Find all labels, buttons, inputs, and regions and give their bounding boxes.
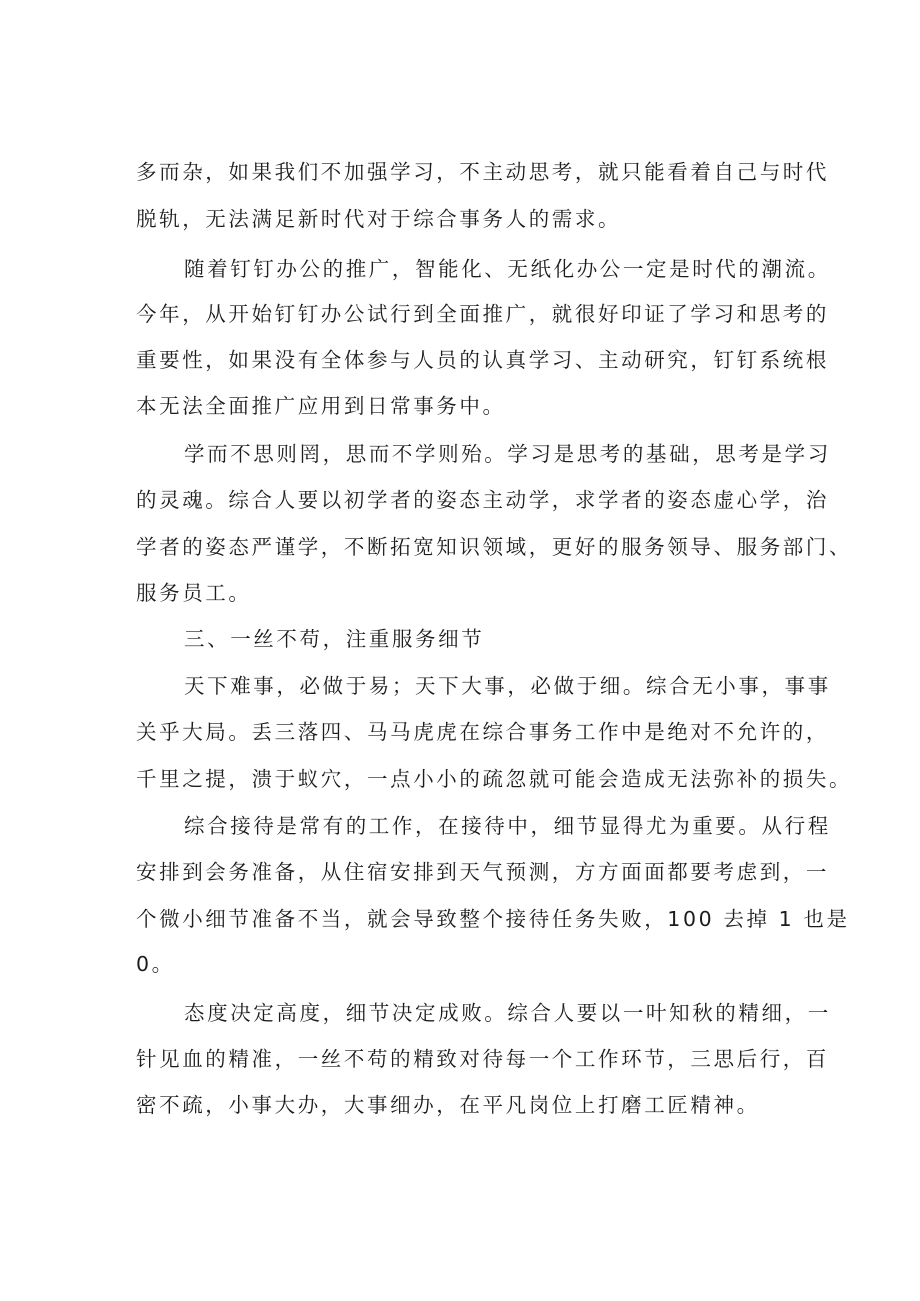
text-line: 态度决定高度，细节决定成败。综合人要以一叶知秋的精细，一 bbox=[184, 1001, 831, 1025]
text-line: 针见血的精准，一丝不苟的精致对待每一个工作环节，三思后行，百 bbox=[136, 1047, 829, 1071]
section-heading: 三、一丝不苟，注重服务细节 bbox=[184, 627, 485, 651]
text-line: 的灵魂。综合人要以初学者的姿态主动学，求学者的姿态虚心学，治 bbox=[136, 488, 829, 512]
text-line: 密不疏，小事大办，大事细办，在平凡岗位上打磨工匠精神。 bbox=[136, 1093, 760, 1117]
text-line: 0。 bbox=[136, 952, 175, 976]
text-line: 重要性，如果没有全体参与人员的认真学习、主动研究，钉钉系统根 bbox=[136, 348, 829, 372]
text-line: 服务员工。 bbox=[136, 581, 252, 605]
text-line: 学而不思则罔，思而不学则殆。学习是思考的基础，思考是学习 bbox=[184, 442, 831, 466]
text-line: 关乎大局。丢三落四、马马虎虎在综合事务工作中是绝对不允许的， bbox=[136, 720, 829, 744]
text-line: 脱轨，无法满足新时代对于综合事务人的需求。 bbox=[136, 207, 622, 231]
text-line: 天下难事，必做于易；天下大事，必做于细。综合无小事，事事 bbox=[184, 674, 831, 698]
text-line: 安排到会务准备，从住宿安排到天气预测，方方面面都要考虑到，一 bbox=[136, 860, 829, 884]
text-line: 随着钉钉办公的推广，智能化、无纸化办公一定是时代的潮流。 bbox=[184, 257, 831, 281]
text-line: 本无法全面推广应用到日常事务中。 bbox=[136, 394, 506, 418]
text-line: 综合接待是常有的工作，在接待中，细节显得尤为重要。从行程 bbox=[184, 814, 831, 838]
text-line: 多而杂，如果我们不加强学习，不主动思考，就只能看着自己与时代 bbox=[136, 160, 829, 184]
text-line: 个微小细节准备不当，就会导致整个接待任务失败，100 去掉 1 也是 bbox=[136, 907, 850, 931]
text-line: 千里之提，溃于蚁穴，一点小小的疏忽就可能会造成无法弥补的损失。 bbox=[136, 767, 853, 791]
text-line: 今年，从开始钉钉办公试行到全面推广，就很好印证了学习和思考的 bbox=[136, 302, 829, 326]
text-line: 学者的姿态严谨学，不断拓宽知识领域，更好的服务领导、服务部门、 bbox=[136, 535, 853, 559]
